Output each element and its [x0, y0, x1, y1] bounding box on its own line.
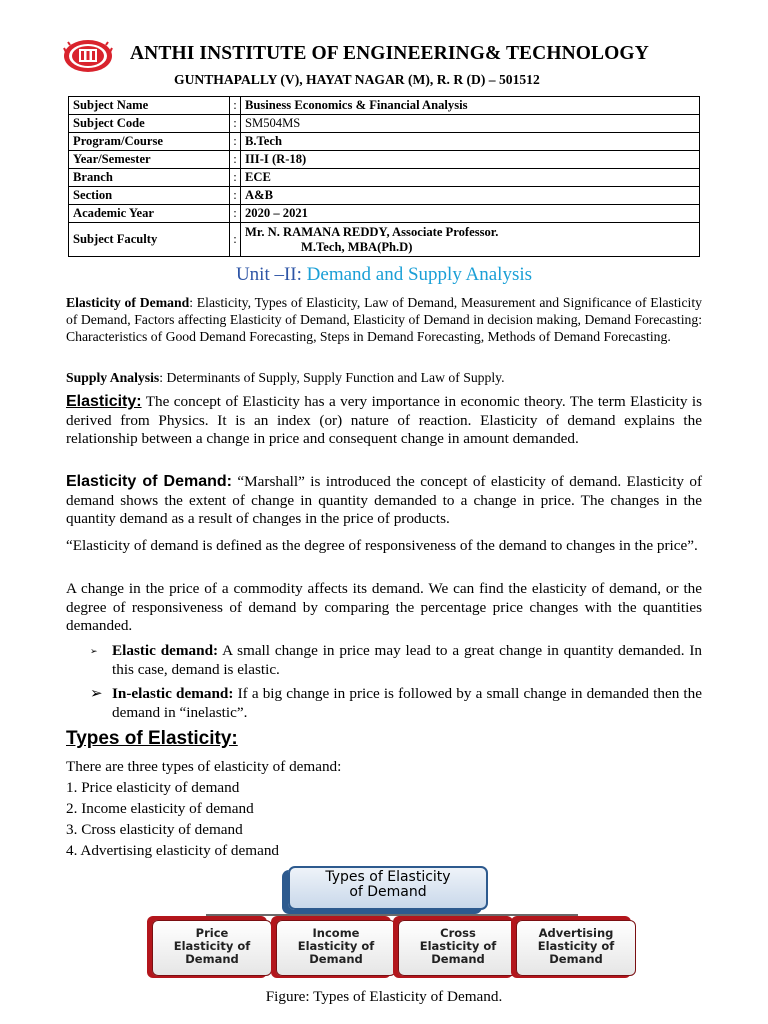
child-line: Elasticity of	[419, 939, 497, 953]
root-node-label	[290, 870, 486, 900]
row-sep: :	[230, 187, 241, 205]
row-sep: :	[230, 205, 241, 223]
row-sep: :	[230, 97, 241, 115]
paragraph-text: “Marshall” is introduced the concept of elasticity of demand. Elasticity of demand shows the extent of change in quantity demanded to a change in price. The changes in the quantity demand as a result of changes in the price of products.	[66, 473, 702, 528]
arrow-bullet-icon: ➢	[90, 685, 103, 702]
child-line: Elasticity of	[297, 939, 375, 953]
row-value: 2020 – 2021	[241, 205, 700, 223]
table-row	[69, 133, 700, 151]
child-node-advertising	[516, 920, 636, 976]
unit-name: Demand and Supply Analysis	[306, 264, 533, 285]
types-intro: There are three types of elasticity of demand:	[66, 758, 342, 775]
syllabus-supply	[66, 369, 702, 386]
child-line: Income	[312, 926, 360, 940]
price-change-paragraph: A change in the price of a commodity affects its demand. We can find the elasticity of demand, or the degree of responsiveness of demand by comparing the percentage price changes with the quantities demanded.	[66, 580, 702, 635]
row-key: Branch	[69, 169, 230, 187]
paragraph-text: The concept of Elasticity has a very importance in economic theory. The term Elasticity is derived from Physics. It is an index (or) nature of reaction. Elasticity of demand explains the relationship between a change in price and consequent change in amount demanded.	[66, 393, 702, 448]
elasticity-types-diagram	[140, 862, 640, 982]
institute-logo-icon	[62, 38, 114, 74]
row-key: Subject Code	[69, 115, 230, 133]
unit-title	[0, 264, 768, 286]
table-row	[69, 169, 700, 187]
child-line: Price	[195, 926, 229, 940]
child-line: Elasticity of	[173, 939, 251, 953]
section-heading: Elasticity:	[66, 393, 142, 410]
row-key: Section	[69, 187, 230, 205]
institute-address: GUNTHAPALLY (V), HAYAT NAGAR (M), R. R (D) – 501512	[174, 72, 540, 87]
row-key: Subject Faculty	[69, 223, 230, 257]
bullet-label: In-elastic demand:	[112, 685, 234, 702]
child-line: Demand	[549, 952, 603, 966]
institute-name: ANTHI INSTITUTE OF ENGINEERING& TECHNOLOGY	[130, 43, 649, 64]
definition-paragraph: “Elasticity of demand is defined as the degree of responsiveness of the demand to changes in the price”.	[66, 537, 698, 554]
figure-caption: Figure: Types of Elasticity of Demand.	[265, 988, 503, 1005]
syllabus-label: Supply Analysis	[66, 370, 160, 385]
child-line: Elasticity of	[537, 939, 615, 953]
table-row	[69, 115, 700, 133]
child-label	[153, 927, 271, 966]
row-key: Subject Name	[69, 97, 230, 115]
child-label	[399, 927, 517, 966]
child-node-price	[152, 920, 272, 976]
elasticity-of-demand-paragraph	[66, 473, 702, 529]
table-row	[69, 151, 700, 169]
bullet-label: Elastic demand:	[112, 642, 219, 659]
syllabus-label: Elasticity of Demand	[66, 295, 190, 310]
row-value	[241, 223, 700, 257]
elasticity-paragraph	[66, 393, 702, 449]
list-item: 3. Cross elasticity of demand	[66, 821, 243, 838]
row-sep: :	[230, 151, 241, 169]
row-value: III-I (R-18)	[241, 151, 700, 169]
table-row	[69, 205, 700, 223]
root-line-2: of Demand	[349, 884, 427, 900]
institute-header	[62, 36, 702, 86]
row-value: B.Tech	[241, 133, 700, 151]
child-line: Demand	[185, 952, 239, 966]
child-node-cross	[398, 920, 518, 976]
child-line: Advertising	[538, 926, 614, 940]
child-node-income	[276, 920, 396, 976]
row-key: Academic Year	[69, 205, 230, 223]
table-row	[69, 223, 700, 257]
faculty-qualification: M.Tech, MBA(Ph.D)	[301, 239, 413, 254]
table-row	[69, 97, 700, 115]
row-value: SM504MS	[241, 115, 700, 133]
child-line: Demand	[431, 952, 485, 966]
child-label	[517, 927, 635, 966]
child-label	[277, 927, 395, 966]
list-item: 2. Income elasticity of demand	[66, 800, 254, 817]
row-key: Year/Semester	[69, 151, 230, 169]
subject-info-table	[68, 96, 700, 257]
bullet-text: If a big change in price is followed by a small change in demanded then the demand in “inelastic”.	[112, 685, 702, 721]
row-value: A&B	[241, 187, 700, 205]
row-value: ECE	[241, 169, 700, 187]
syllabus-text: : Determinants of Supply, Supply Function and Law of Supply.	[159, 370, 505, 385]
row-sep: :	[230, 223, 241, 257]
root-node	[288, 866, 488, 910]
list-item: 4. Advertising elasticity of demand	[66, 842, 280, 859]
row-sep: :	[230, 115, 241, 133]
list-item: 1. Price elasticity of demand	[66, 779, 240, 796]
root-line-1: Types of Elasticity	[325, 869, 451, 885]
row-sep: :	[230, 133, 241, 151]
connector-line	[206, 914, 578, 916]
row-value: Business Economics & Financial Analysis	[241, 97, 700, 115]
arrow-bullet-icon: ➢	[90, 646, 98, 656]
section-heading: Elasticity of Demand:	[66, 473, 232, 490]
types-heading: Types of Elasticity:	[66, 728, 238, 749]
table-row	[69, 187, 700, 205]
syllabus-text: : Elasticity, Types of Elasticity, Law of Demand, Measurement and Significance of Elasticity of Demand, Factors affecting Elasticity of Demand, Elasticity of Demand in decision making, Demand Forecasting: Characteristics of Good Demand Forecasting, Steps in Demand Forecasting, Methods of Demand Forecasting.	[66, 295, 703, 344]
bullet-text: A small change in price may lead to a great change in quantity demanded. In this case, demand is elastic.	[112, 642, 702, 678]
row-key: Program/Course	[69, 133, 230, 151]
faculty-name: Mr. N. RAMANA REDDY, Associate Professor.	[245, 224, 499, 239]
bullet-inelastic	[90, 685, 702, 722]
syllabus-elasticity	[66, 294, 702, 345]
child-line: Cross	[440, 926, 476, 940]
bullet-elastic	[90, 642, 702, 679]
child-line: Demand	[309, 952, 363, 966]
row-sep: :	[230, 169, 241, 187]
unit-prefix: Unit –II:	[235, 264, 307, 285]
